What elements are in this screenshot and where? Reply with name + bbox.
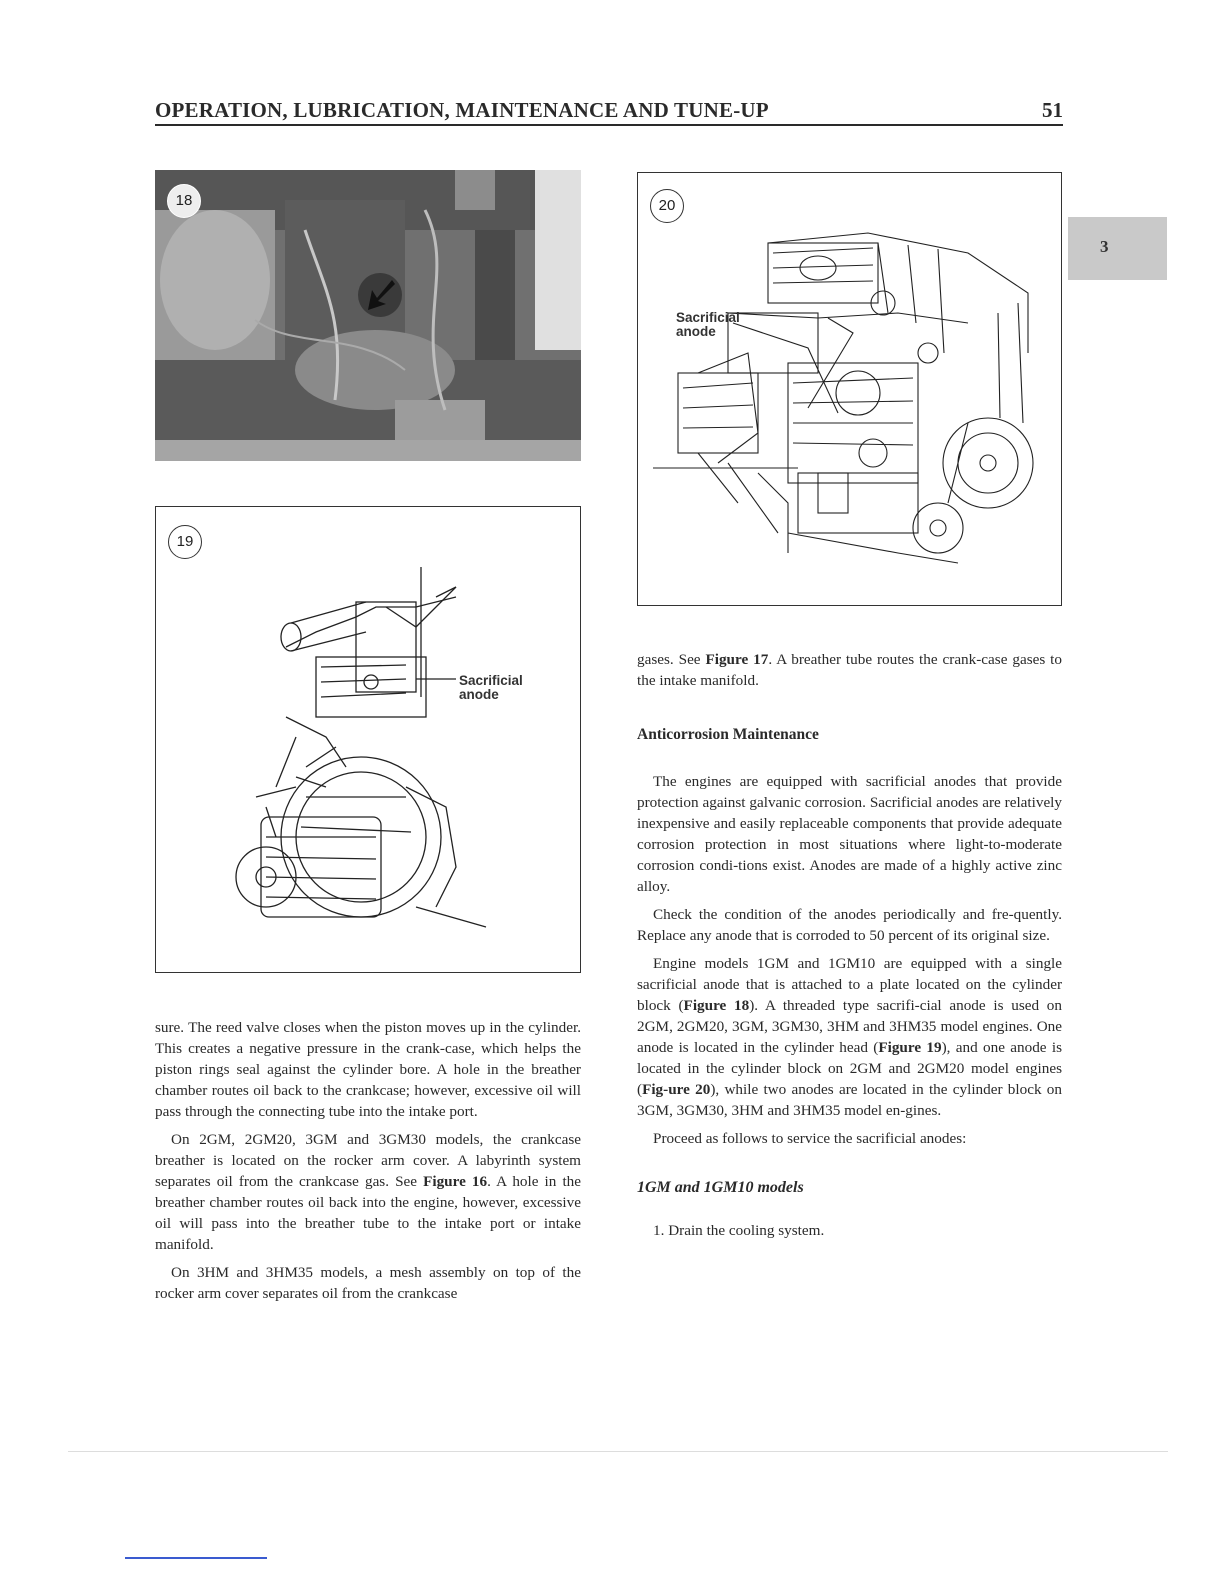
figure-reference: Figure 18 <box>683 997 750 1014</box>
paragraph: Check the condition of the anodes periodically and fre-quently. Replace any anode that is corroded to 50 percent of its original size. <box>637 906 1062 944</box>
text-run: Engine models 1GM and 1GM10 are equipped with a single sacrificial anode that is attached to a plate located on the cylinder block ( <box>637 955 1062 1014</box>
header-title: OPERATION, LUBRICATION, MAINTENANCE AND TUNE-UP <box>155 98 769 122</box>
figure-reference: Figure 19 <box>878 1039 942 1056</box>
paragraph <box>637 649 1062 691</box>
figure-reference: Figure 16 <box>423 1173 488 1190</box>
callout-line-1: Sacrificial <box>676 310 740 325</box>
figure-reference: Fig-ure 20 <box>642 1081 711 1098</box>
figure-18-photo <box>155 170 581 461</box>
right-text-column <box>637 649 1062 1248</box>
left-text-column <box>155 1017 581 1311</box>
sacrificial-anode-callout <box>459 674 523 702</box>
subsection-heading: 1GM and 1GM10 models <box>637 1179 804 1196</box>
text-run: ), while two anodes are located in the cylinder block on 3GM, 3GM30, 3HM and 3HM35 model en-gines. <box>637 1081 1062 1119</box>
paragraph: Proceed as follows to service the sacrificial anodes: <box>653 1130 967 1147</box>
text-run: . A breather tube routes the crank-case gases to the intake manifold. <box>637 651 1062 689</box>
engine-line-drawing <box>156 507 579 971</box>
section-heading: Anticorrosion Maintenance <box>637 726 819 743</box>
procedure-step: 1. Drain the cooling system. <box>653 1222 825 1239</box>
chapter-tab-number: 3 <box>1100 237 1109 256</box>
text-run: ), and one anode is located in the cylinder block on 2GM and 2GM20 model engines ( <box>637 1039 1062 1098</box>
paragraph <box>637 953 1062 1121</box>
callout-line-2: anode <box>459 687 499 702</box>
paragraph: The engines are equipped with sacrificial anodes that provide protection against galvanic corrosion. Sacrificial anodes are relatively inexpensive and easily replaceable components that provide adequate corrosion protection in most situations where light-to-moderate corrosion condi-tions exist. Anodes are made of a highly active zinc alloy. <box>637 773 1062 895</box>
figure-number-18: 18 <box>167 184 201 218</box>
engine-line-drawing <box>638 173 1060 604</box>
figure-19-drawing <box>155 506 581 973</box>
text-run: On 2GM, 2GM20, 3GM and 3GM30 models, the crankcase breather is located on the rocker arm cover. A labyrinth system separates oil from the crankcase gas. See <box>155 1131 581 1190</box>
footer-link-underline <box>125 1557 267 1559</box>
text-run: . A hole in the breather chamber routes oil back into the engine, however, excessive oil will pass into the breather tube to the intake port or intake manifold. <box>155 1173 581 1253</box>
figure-reference: Figure 17 <box>705 651 769 668</box>
engine-photo-illustration <box>155 170 581 461</box>
paragraph: On 3HM and 3HM35 models, a mesh assembly on top of the rocker arm cover separates oil from the crankcase <box>155 1264 581 1302</box>
callout-line-2: anode <box>676 324 716 339</box>
footer-divider <box>68 1451 1168 1452</box>
text-run: gases. See <box>637 651 706 668</box>
text-run: ). A threaded type sacrifi-cial anode is used on 2GM, 2GM20, 3GM, 3GM30, 3HM and 3HM35 model engines. One anode is located in the cylinder head ( <box>637 997 1062 1056</box>
paragraph <box>155 1129 581 1255</box>
running-header <box>155 96 1063 126</box>
paragraph: sure. The reed valve closes when the piston moves up in the cylinder. This creates a negative pressure in the crank-case, which helps the piston rings seal against the cylinder bore. A hole in the breather chamber routes oil back to the crankcase; however, excessive oil will pass through the connecting tube into the intake port. <box>155 1019 581 1120</box>
sacrificial-anode-callout <box>676 311 740 339</box>
callout-line-1: Sacrificial <box>459 673 523 688</box>
chapter-tab <box>1068 217 1167 280</box>
figure-20-drawing <box>637 172 1062 606</box>
page-number: 51 <box>1042 98 1063 122</box>
figure-number-20: 20 <box>650 189 684 223</box>
figure-number-19: 19 <box>168 525 202 559</box>
